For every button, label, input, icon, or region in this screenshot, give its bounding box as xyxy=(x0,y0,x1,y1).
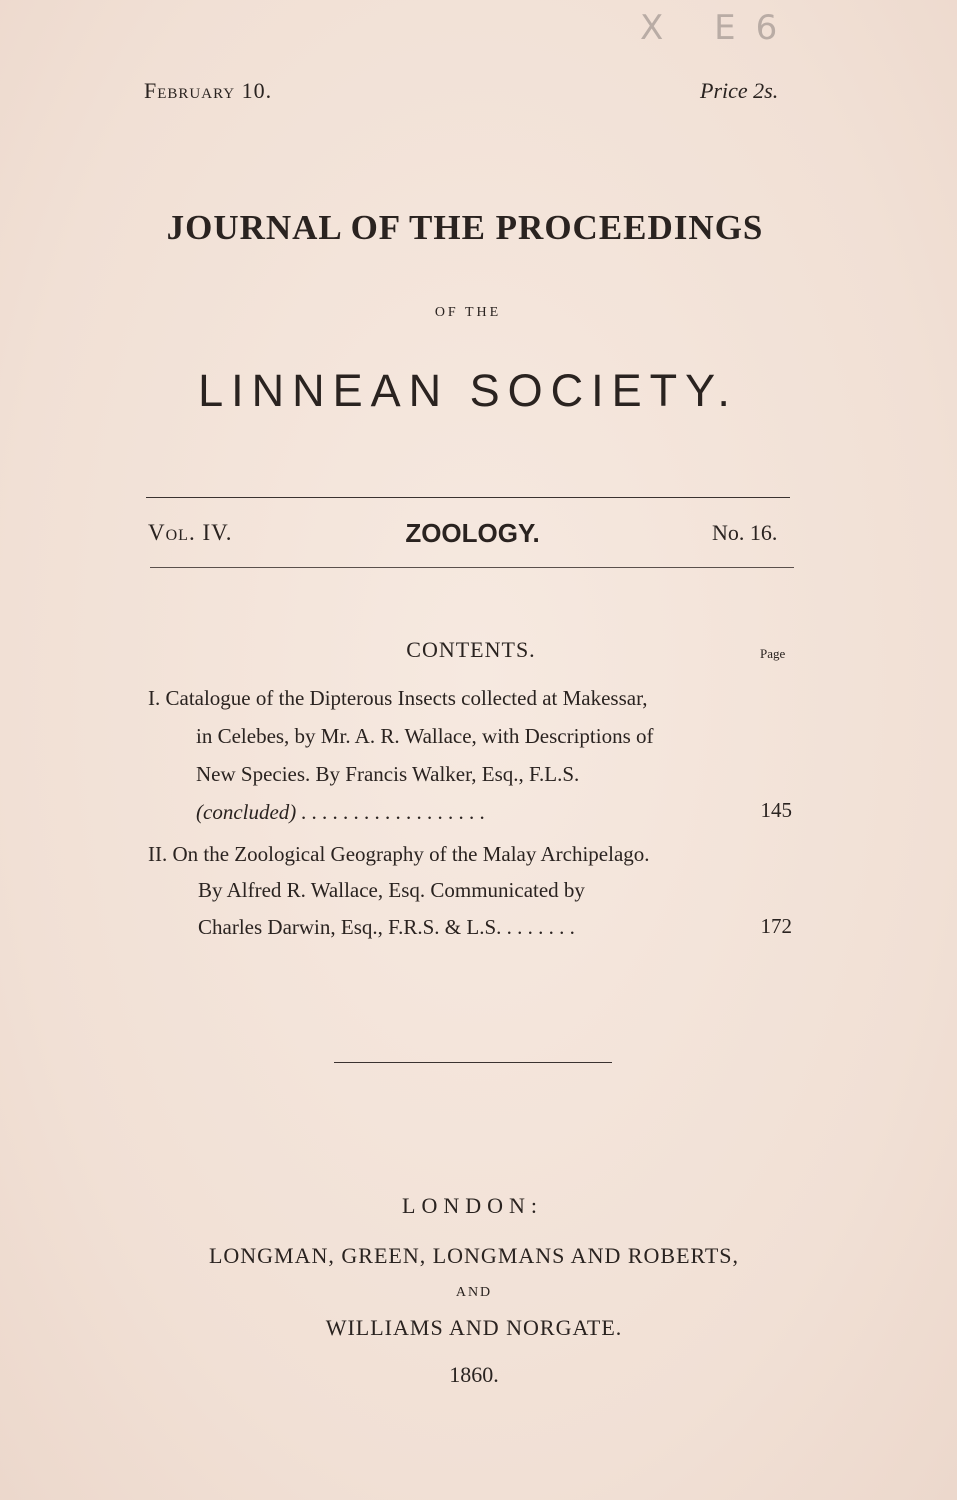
section-divider xyxy=(334,1062,612,1063)
contents-entry-2-line-2: By Alfred R. Wallace, Esq. Communicated by xyxy=(198,878,585,902)
issue-price: Price 2s. xyxy=(700,78,779,103)
imprint-publisher-2: WILLIAMS AND NORGATE. xyxy=(325,1315,623,1340)
bottom-rule xyxy=(150,567,794,568)
issue-date: February 10. xyxy=(144,78,273,103)
section-label: ZOOLOGY. xyxy=(405,518,540,548)
imprint-city: LONDON: xyxy=(402,1193,543,1218)
top-rule xyxy=(146,497,790,498)
contents-entry-2-line-3: Charles Darwin, Esq., F.R.S. & L.S. . . . . . . . xyxy=(198,915,575,939)
page-column-label: Page xyxy=(760,646,786,661)
journal-title: JOURNAL OF THE PROCEEDINGS xyxy=(166,208,764,247)
imprint-and: AND xyxy=(455,1285,493,1300)
contents-entry-1-line-2: in Celebes, by Mr. A. R. Wallace, with Descriptions of xyxy=(196,724,654,748)
contents-entry-2-page: 172 xyxy=(760,914,792,938)
title-connector: OF THE xyxy=(434,305,502,320)
contents-heading: CONTENTS. xyxy=(406,637,536,662)
volume-label: Vol. IV. xyxy=(148,520,233,545)
contents-entry-1-line-4: (concluded) . . . . . . . . . . . . . . . . . . xyxy=(196,800,486,824)
imprint-year: 1860. xyxy=(449,1362,499,1387)
contents-entry-1-line-3: New Species. By Francis Walker, Esq., F.L.S. xyxy=(196,762,580,786)
society-name: LINNEAN SOCIETY. xyxy=(198,365,738,416)
imprint-publisher-1: LONGMAN, GREEN, LONGMANS AND ROBERTS, xyxy=(208,1243,740,1268)
contents-entry-1-line-1: I. Catalogue of the Dipterous Insects collected at Makessar, xyxy=(148,686,648,710)
contents-entry-1-page: 145 xyxy=(760,798,792,822)
issue-number: No. 16. xyxy=(712,520,778,545)
contents-entry-2-line-1: II. On the Zoological Geography of the Malay Archipelago. xyxy=(148,842,650,866)
handwritten-annotation: X E6 xyxy=(640,8,798,48)
